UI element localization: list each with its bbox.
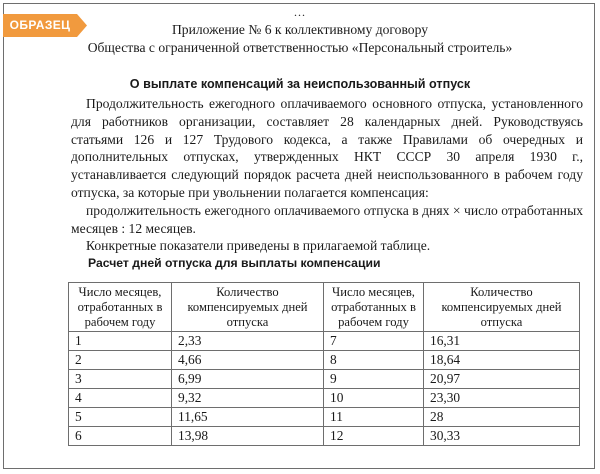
header-days-1: Количество компенсируемых дней отпуска <box>172 283 324 332</box>
table-row <box>69 351 580 370</box>
table-cell: 13,98 <box>172 427 324 446</box>
table-cell: 12 <box>324 427 424 446</box>
table-cell: 23,30 <box>424 389 580 408</box>
appendix-line-1: Приложение № 6 к коллективному договору <box>171 22 428 37</box>
table-title: Расчет дней отпуска для выплаты компенсации <box>88 256 381 270</box>
table-cell: 6 <box>69 427 172 446</box>
table-cell: 28 <box>424 408 580 427</box>
table-cell: 20,97 <box>424 370 580 389</box>
document-title: О выплате компенсаций за неиспользованный отпуск <box>129 77 471 91</box>
table-cell: 4,66 <box>172 351 324 370</box>
omission-marker: ... <box>294 5 306 19</box>
sample-badge-label: ОБРАЗЕЦ <box>9 18 71 32</box>
table-cell: 2 <box>69 351 172 370</box>
table-row <box>69 389 580 408</box>
header-months-1: Число месяцев, отработанных в рабочем году <box>69 283 172 332</box>
table-cell: 2,33 <box>172 332 324 351</box>
paragraph-procedure: Продолжительность ежегодного оплачиваемого основного отпуска, установленного для работников организации, составляет 28 календарных дней. Руководствуясь статьями 126 и 127 Трудового кодекса, а также Правилами об очередных и дополнительных отпусках, утвержденных НКТ СССР 30 апреля 1930 г., устанавливается следующий порядок расчета дней неиспользованного в рабочем году отпуска, за которые при увольнении полагается компенсация: <box>71 96 583 200</box>
table-cell: 18,64 <box>424 351 580 370</box>
table-cell: 30,33 <box>424 427 580 446</box>
table-cell: 16,31 <box>424 332 580 351</box>
table-cell: 3 <box>69 370 172 389</box>
table-row <box>69 427 580 446</box>
table-header-row <box>69 283 580 332</box>
header-months-2: Число месяцев, отработанных в рабочем году <box>324 283 424 332</box>
table-row <box>69 332 580 351</box>
table-cell: 11 <box>324 408 424 427</box>
table-cell: 1 <box>69 332 172 351</box>
table-cell: 5 <box>69 408 172 427</box>
table-row <box>69 408 580 427</box>
compensation-table <box>68 282 580 446</box>
sample-badge <box>3 14 89 37</box>
table-cell: 9,32 <box>172 389 324 408</box>
table-cell: 8 <box>324 351 424 370</box>
table-cell: 9 <box>324 370 424 389</box>
table-row <box>69 370 580 389</box>
document-body <box>71 95 583 255</box>
table-cell: 6,99 <box>172 370 324 389</box>
table-cell: 11,65 <box>172 408 324 427</box>
table-cell: 4 <box>69 389 172 408</box>
header-days-2: Количество компенсируемых дней отпуска <box>424 283 580 332</box>
paragraph-formula: продолжительность ежегодного оплачиваемого отпуска в днях × число отработанных месяцев : 12 месяцев. <box>71 202 583 236</box>
table-cell: 7 <box>324 332 424 351</box>
appendix-line-2: Общества с ограниченной ответственностью «Персональный строитель» <box>87 40 513 55</box>
paragraph-reference: Конкретные показатели приведены в прилагаемой таблице. <box>86 238 431 254</box>
table-cell: 10 <box>324 389 424 408</box>
